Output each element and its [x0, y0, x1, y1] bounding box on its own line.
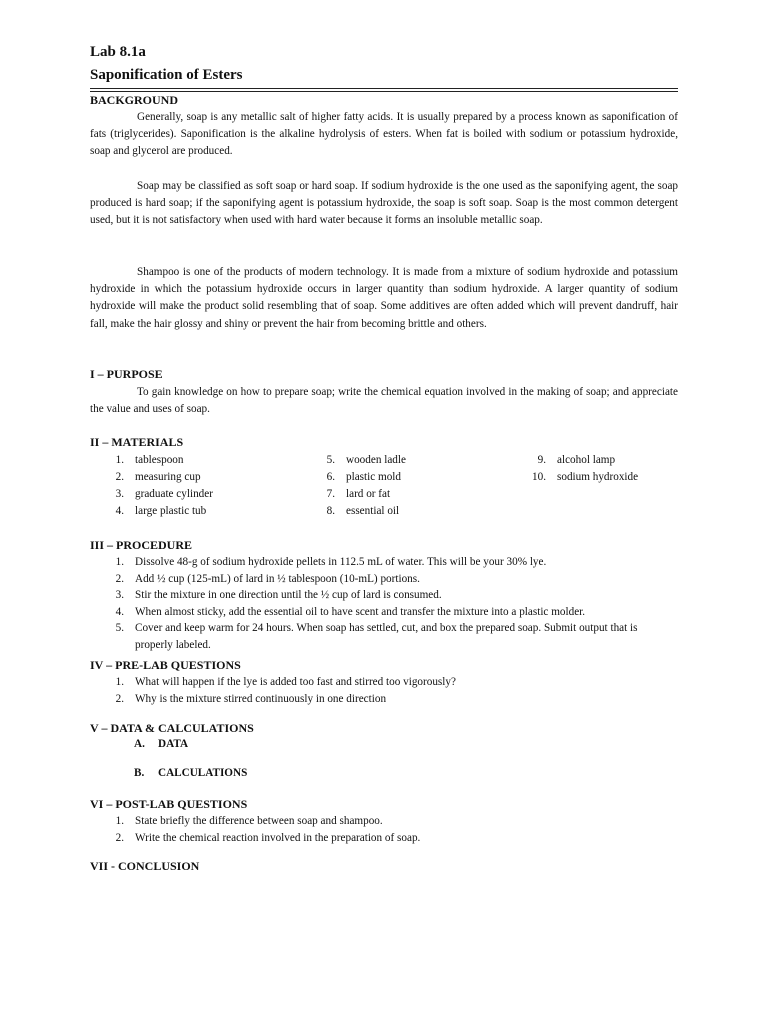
- data-subheading: A. DATA: [134, 738, 189, 750]
- list-item: 2. Add ½ cup (125-mL) of lard in ½ tablespoon (10-mL) portions.: [115, 572, 420, 585]
- calculations-subheading: B. CALCULATIONS: [134, 767, 248, 779]
- list-item: 1. State briefly the difference between soap and shampoo.: [115, 815, 383, 827]
- lab-number: Lab 8.1a: [90, 44, 146, 60]
- title-divider: [90, 88, 678, 89]
- purpose-text: To gain knowledge on how to prepare soap; write the chemical equation involved in the making of soap; and appreciate the value and uses of soap.: [90, 386, 678, 416]
- list-item: 7. lard or fat: [326, 488, 391, 500]
- postlab-heading: VI – POST-LAB QUESTIONS: [90, 797, 248, 811]
- background-paragraph: Soap may be classified as soft soap or hard soap. If sodium hydroxide is the one used as the saponifying agent, the soap produced is hard soap; if the saponifying agent is potassium hydroxide, the soap is soft soap. Soap is the most common detergent used, but it is not satisfactory when used with hard water because it forms an insoluble metallic soap.: [90, 180, 678, 227]
- list-item: 4. large plastic tub: [115, 505, 207, 517]
- materials-column: [90, 452, 213, 520]
- materials-heading: II – MATERIALS: [90, 435, 184, 449]
- conclusion-heading: VII - CONCLUSION: [90, 859, 200, 873]
- list-item: 1. Dissolve 48-g of sodium hydroxide pellets in 112.5 mL of water. This will be your 30% lye.: [115, 556, 547, 568]
- list-item: 2. Write the chemical reaction involved in the preparation of soap.: [115, 831, 421, 844]
- list-item: 4. When almost sticky, add the essential oil to have scent and transfer the mixture into a plastic molder.: [115, 605, 586, 618]
- purpose-heading: I – PURPOSE: [90, 367, 163, 381]
- list-item: 2. Why is the mixture stirred continuously in one direction: [115, 692, 387, 705]
- procedure-heading: III – PROCEDURE: [90, 538, 193, 552]
- list-item: 1. tablespoon: [115, 454, 184, 466]
- list-item: 6. plastic mold: [326, 471, 401, 483]
- list-item: 1. What will happen if the lye is added too fast and stirred too vigorously?: [115, 676, 456, 688]
- prelab-list: [90, 674, 678, 707]
- lab-title: Saponification of Esters: [90, 67, 243, 83]
- postlab-list: [90, 813, 678, 846]
- list-item: 8. essential oil: [326, 505, 400, 517]
- prelab-heading: IV – PRE-LAB QUESTIONS: [90, 658, 241, 672]
- list-item: 5. wooden ladle: [326, 454, 406, 466]
- list-item: 9. alcohol lamp: [537, 454, 616, 466]
- list-item: 10. sodium hydroxide: [532, 471, 639, 483]
- data-calculations-heading: V – DATA & CALCULATIONS: [90, 721, 254, 735]
- list-item: 3. graduate cylinder: [115, 488, 213, 500]
- title-divider-double: [90, 91, 678, 92]
- background-paragraph: Shampoo is one of the products of modern technology. It is made from a mixture of sodium hydroxide and potassium hydroxide in which the potassium hydroxide occurs in larger quantity than sodium hydroxide. A larger quantity of sodium hydroxide will make the product solid resembling that of soap. Some additives are often added which will prevent dandruff, hair fall, make the hair glossy and shiny or prevent the hair from becoming brittle and others.: [90, 266, 678, 330]
- list-item: 5. Cover and keep warm for 24 hours. When soap has settled, cut, and box the prepared soap. Submit output that is properly labeled.: [115, 622, 638, 651]
- list-item: 2. measuring cup: [115, 471, 201, 483]
- materials-column: [301, 452, 406, 520]
- materials-column: [512, 452, 638, 486]
- procedure-list: [90, 554, 678, 654]
- list-item: 3. Stir the mixture in one direction until the ½ cup of lard is consumed.: [115, 589, 442, 602]
- background-paragraph: Generally, soap is any metallic salt of higher fatty acids. It is usually prepared by a process known as saponification of fats (triglycerides). Saponification is the alkaline hydrolysis of esters. When fat is boiled with sodium or potassium hydroxide, soap and glycerol are produced.: [90, 111, 678, 158]
- background-heading: BACKGROUND: [90, 93, 179, 107]
